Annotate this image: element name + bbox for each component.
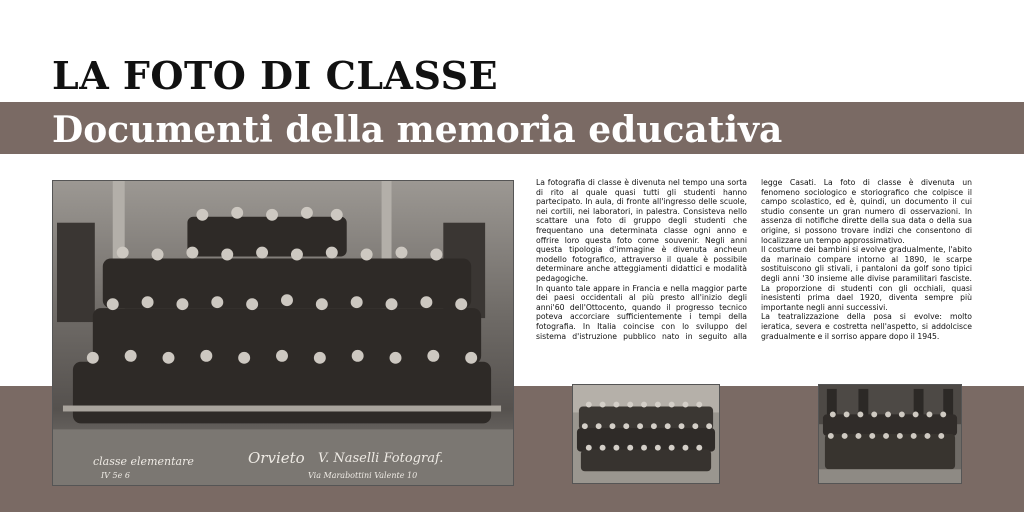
- paragraph: Il costume dei bambini si evolve gradualmente, l'abito da marinaio compare intorno al 1890, le scarpe sostituiscono gli stivali, i pantaloni da golf sono tipici degli anni '30 insieme alle divise paramilitari fasciste. La proporzione di studenti con gli occhiali, quasi inesistenti prima dael 1920, diventa sempre più importante negli anni successivi.: [761, 245, 972, 312]
- photo-caption-right: V. Naselli Fotograf.: [318, 451, 444, 466]
- main-class-photo: [52, 180, 514, 486]
- paragraph: La teatralizzazione della posa si evolve: molto ieratica, severa e costretta nell'aspetto, si addolcisce gradualmente e il sorriso appare dopo il 1945.: [761, 312, 972, 341]
- page-subtitle: Documenti della memoria educativa: [52, 109, 783, 151]
- page-title: LA FOTO DI CLASSE: [52, 53, 499, 98]
- article-text: [536, 178, 972, 368]
- photo-caption-left: classe elementare: [93, 455, 194, 468]
- photo-caption-sub-left: IV 5e 6: [101, 471, 130, 480]
- main-photo-image: [53, 181, 513, 485]
- paragraph: In quanto tale appare in Francia e nella maggior parte dei paesi occidentali al più presto all'inizio degli anni'60 dell'Ottocento, quando il progresso tecnico poteva accorciare sufficientemente i tempi della fotografia. In Italia coincise con lo sviluppo del sistema d'istruzione pubblico nato in seguito alla legge Casati. La foto di classe è divenuta un fenomeno sociologico e storiografico che colpisce il campo scolastico, ed è, quindi, un documento il cui studio consente un gran numero di osservazioni. In assenza di notifiche dirette della sua data o della sua origine, si possono trovare indizi che consentono di localizzare un tempo approssimativo.: [536, 178, 972, 341]
- paragraph: La fotografia di classe è divenuta nel tempo una sorta di rito al quale quasi tutti gli studenti hanno partecipato. In aula, di fronte all'ingresso delle scuole, nei cortili, nei laboratori, in palestra. Consisteva nello scattare una foto di gruppo degli studenti che frequentano una determinata classe ogni anno e offrire loro questa foto come souvenir. Negli anni questa tipologia d'immagine è divenuta ancheun modello fotografico, attraverso il quale è possibile determinare anche atteggiamenti didattici e modalità pedagogiche.: [536, 178, 747, 283]
- secondary-class-photo-2: [818, 384, 962, 484]
- secondary-photo-1-image: [573, 385, 719, 483]
- secondary-class-photo-1: [572, 384, 720, 484]
- secondary-photo-2-image: [819, 385, 961, 483]
- photo-caption-sub-right: Via Marabottini Valente 10: [308, 471, 418, 480]
- photo-caption-center: Orvieto: [248, 449, 305, 467]
